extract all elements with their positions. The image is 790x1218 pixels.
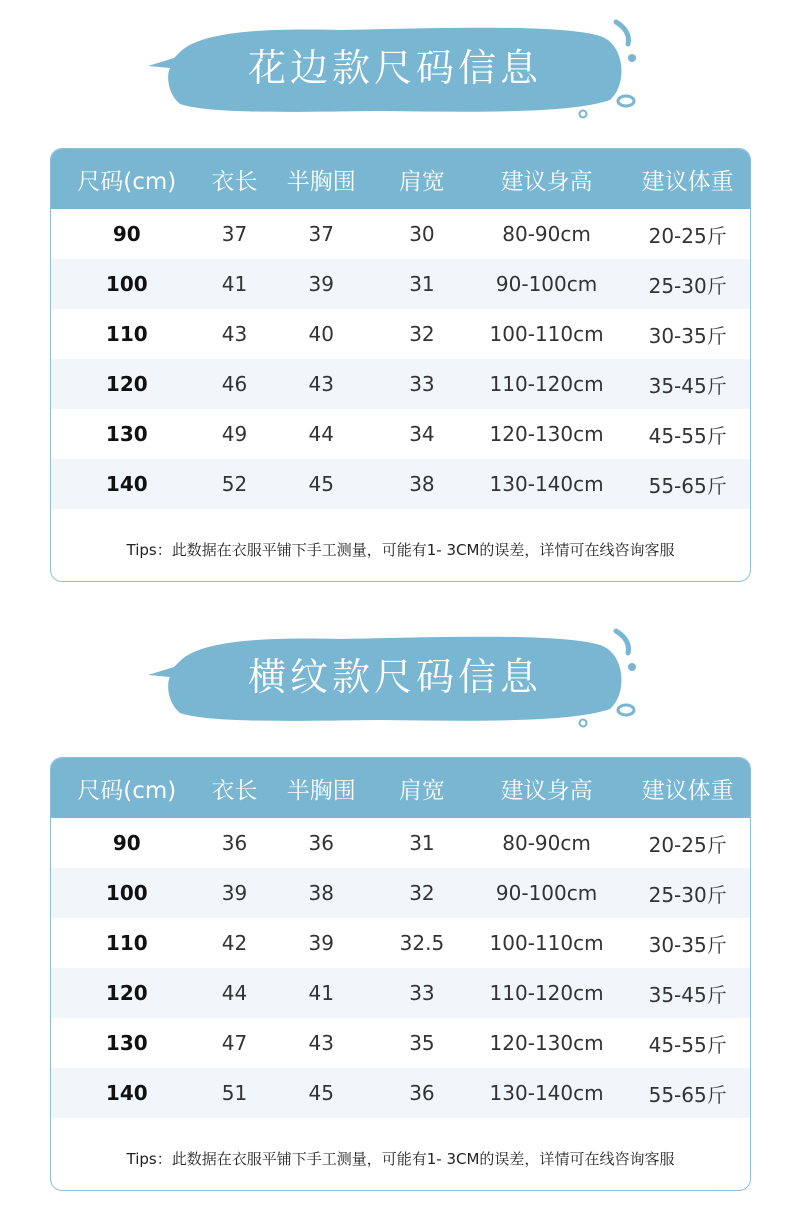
- cell-size: 110: [105, 931, 148, 955]
- cell-weight: 45-55斤: [648, 1032, 727, 1057]
- cell-height: 80-90cm: [502, 222, 591, 246]
- cell-height: 80-90cm: [502, 831, 591, 855]
- cell-length: 46: [221, 372, 248, 396]
- table-row: [51, 459, 750, 509]
- table-row: [51, 209, 750, 259]
- cell-weight: 55-65斤: [648, 1082, 727, 1107]
- table-header-row: [51, 149, 750, 209]
- section-title: 横纹款尺码信息: [247, 655, 542, 699]
- table-row: [51, 259, 750, 309]
- cell-length: 49: [221, 422, 248, 446]
- cell-length: 51: [221, 1081, 248, 1105]
- cell-height: 90-100cm: [495, 272, 598, 296]
- cell-weight: 30-35斤: [648, 932, 727, 957]
- table-row: [51, 409, 750, 459]
- cell-half-chest: 43: [308, 372, 334, 396]
- cell-size: 130: [105, 1031, 148, 1055]
- header-size: 尺码(cm): [77, 777, 177, 804]
- section-title: 花边款尺码信息: [247, 46, 542, 90]
- size-table: [50, 757, 751, 1191]
- cell-shoulder: 35: [409, 1031, 435, 1055]
- header-length: 衣长: [211, 168, 258, 195]
- header-weight: 建议体重: [641, 777, 734, 804]
- cell-size: 120: [105, 372, 148, 396]
- cell-shoulder: 34: [409, 422, 435, 446]
- cell-size: 130: [105, 422, 148, 446]
- cell-height: 100-110cm: [489, 931, 604, 955]
- table-row: [51, 359, 750, 409]
- header-shoulder: 肩宽: [398, 168, 445, 195]
- header-height: 建议身高: [500, 168, 593, 195]
- cell-height: 130-140cm: [489, 472, 604, 496]
- table-row: [51, 968, 750, 1018]
- cell-length: 41: [221, 272, 248, 296]
- cell-shoulder: 33: [409, 981, 435, 1005]
- cell-shoulder: 38: [409, 472, 435, 496]
- cell-height: 100-110cm: [489, 322, 604, 346]
- title-speech-bubble: [140, 14, 650, 124]
- cell-height: 110-120cm: [489, 981, 604, 1005]
- cell-half-chest: 45: [308, 1081, 334, 1105]
- cell-height: 120-130cm: [489, 422, 604, 446]
- cell-weight: 55-65斤: [648, 473, 727, 498]
- cell-half-chest: 41: [308, 981, 334, 1005]
- cell-weight: 20-25斤: [648, 223, 727, 248]
- cell-size: 120: [105, 981, 148, 1005]
- cell-size: 140: [105, 472, 148, 496]
- header-shoulder: 肩宽: [398, 777, 445, 804]
- measurement-tips: Tips：此数据在衣服平铺下手工测量，可能有1- 3CM的误差，详情可在线咨询客服: [126, 540, 675, 559]
- header-length: 衣长: [211, 777, 258, 804]
- cell-shoulder: 33: [409, 372, 435, 396]
- cell-size: 110: [105, 322, 148, 346]
- cell-half-chest: 44: [308, 422, 334, 446]
- cell-weight: 25-30斤: [648, 882, 727, 907]
- cell-half-chest: 38: [308, 881, 334, 905]
- table-row: [51, 309, 750, 359]
- table-row: [51, 818, 750, 868]
- cell-shoulder: 32.5: [399, 931, 445, 955]
- cell-length: 47: [221, 1031, 248, 1055]
- header-half-chest: 半胸围: [286, 168, 356, 195]
- cell-height: 130-140cm: [489, 1081, 604, 1105]
- cell-shoulder: 30: [409, 222, 435, 246]
- cell-shoulder: 36: [409, 1081, 435, 1105]
- cell-half-chest: 45: [308, 472, 334, 496]
- cell-weight: 45-55斤: [648, 423, 727, 448]
- cell-size: 90: [112, 831, 141, 855]
- cell-half-chest: 37: [308, 222, 334, 246]
- cell-height: 90-100cm: [495, 881, 598, 905]
- cell-shoulder: 31: [409, 831, 435, 855]
- cell-shoulder: 32: [409, 322, 435, 346]
- cell-length: 37: [221, 222, 248, 246]
- cell-half-chest: 39: [308, 272, 334, 296]
- cell-height: 110-120cm: [489, 372, 604, 396]
- cell-weight: 20-25斤: [648, 832, 727, 857]
- size-table: [50, 148, 751, 582]
- cell-weight: 30-35斤: [648, 323, 727, 348]
- cell-weight: 35-45斤: [648, 982, 727, 1007]
- cell-half-chest: 43: [308, 1031, 334, 1055]
- cell-shoulder: 32: [409, 881, 435, 905]
- table-row: [51, 1018, 750, 1068]
- table-row: [51, 868, 750, 918]
- cell-length: 52: [221, 472, 248, 496]
- cell-length: 39: [221, 881, 248, 905]
- cell-weight: 35-45斤: [648, 373, 727, 398]
- header-half-chest: 半胸围: [286, 777, 356, 804]
- title-speech-bubble: [140, 623, 650, 733]
- header-size: 尺码(cm): [77, 168, 177, 195]
- header-weight: 建议体重: [641, 168, 734, 195]
- cell-shoulder: 31: [409, 272, 435, 296]
- cell-weight: 25-30斤: [648, 273, 727, 298]
- table-row: [51, 1068, 750, 1118]
- table-row: [51, 918, 750, 968]
- cell-size: 90: [112, 222, 141, 246]
- cell-half-chest: 39: [308, 931, 334, 955]
- cell-half-chest: 36: [308, 831, 334, 855]
- cell-half-chest: 40: [308, 322, 334, 346]
- cell-size: 100: [105, 272, 148, 296]
- measurement-tips: Tips：此数据在衣服平铺下手工测量，可能有1- 3CM的误差，详情可在线咨询客服: [126, 1149, 675, 1168]
- cell-length: 43: [221, 322, 248, 346]
- cell-size: 100: [105, 881, 148, 905]
- cell-length: 36: [221, 831, 248, 855]
- cell-length: 42: [221, 931, 248, 955]
- table-header-row: [51, 758, 750, 818]
- cell-height: 120-130cm: [489, 1031, 604, 1055]
- cell-size: 140: [105, 1081, 148, 1105]
- header-height: 建议身高: [500, 777, 593, 804]
- cell-length: 44: [221, 981, 248, 1005]
